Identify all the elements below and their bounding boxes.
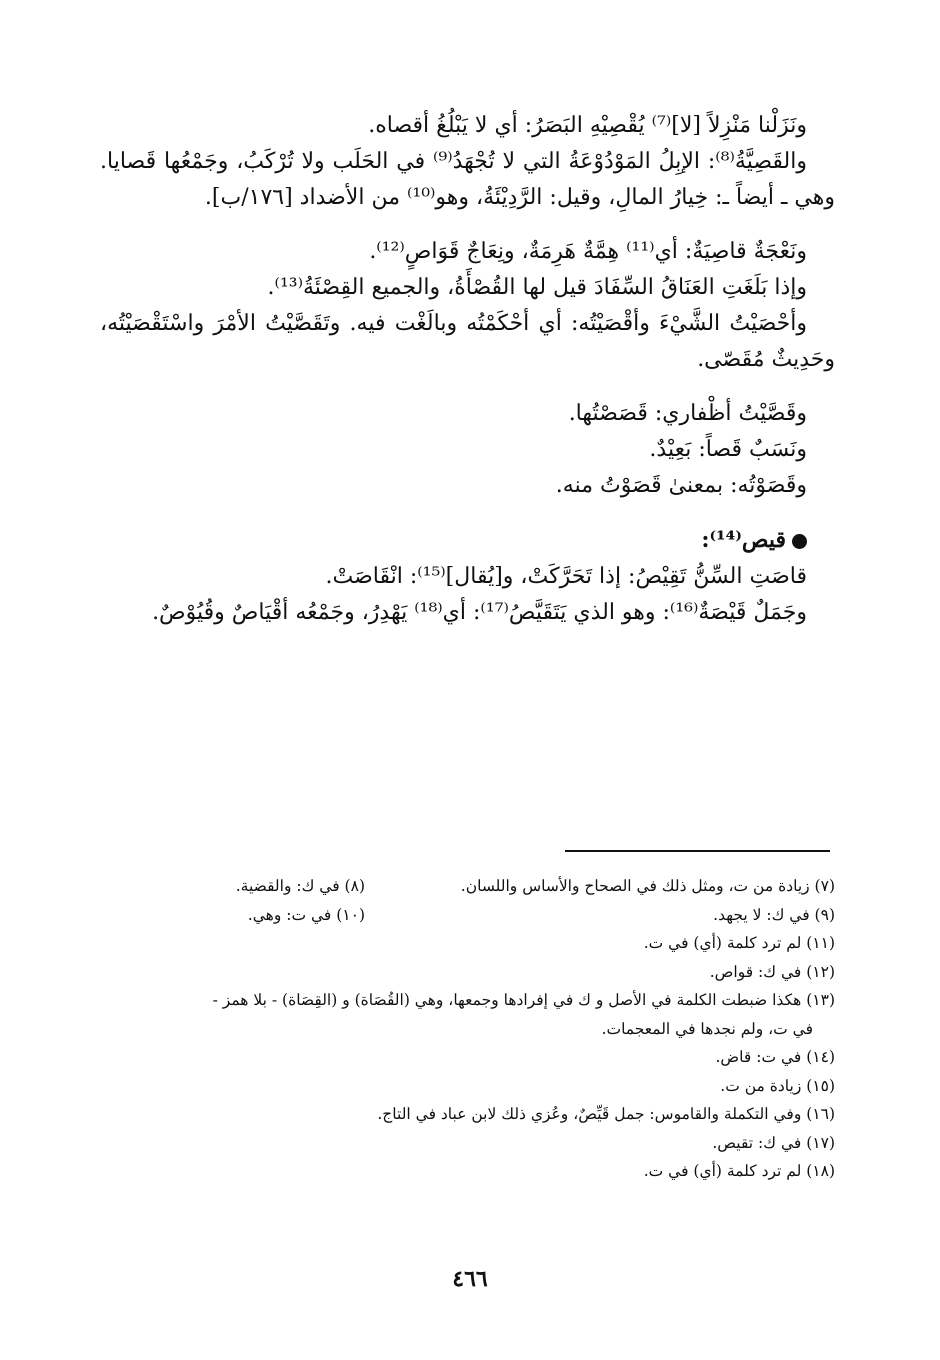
section-heading xyxy=(100,522,835,559)
entry-line: وجَمَلٌ قَيْصَةٌ⁽¹⁶⁾: وهو الذي يَتَقَيَّصُ⁽¹⁷⁾: أي⁽¹⁸⁾ يَهْدِرُ، وجَمْعُه أقْيَاصٌ وقُيُوْصٌ. xyxy=(152,600,807,625)
footnotes xyxy=(90,872,835,1186)
footnote-row xyxy=(90,901,835,930)
footnote: (١٧) في ك: تقيص. xyxy=(712,1133,835,1152)
entry-line: وقَصَوْتُه: بمعنىٰ قَصَوْتُ منه. xyxy=(555,473,807,498)
entry-line: قاصَتِ السِّنُّ تَقِيْصُ: إذا تَحَرَّكَتْ، و[يُقال]⁽¹⁵⁾: انْقَاصَتْ. xyxy=(325,564,807,589)
footnote: (٨) في ك: والقضية. xyxy=(235,877,365,895)
footnote-continuation: في ت، ولم نجدها في المعجمات. xyxy=(601,1019,813,1038)
main-text xyxy=(100,108,835,631)
entry-line: وإذا بَلَغَتِ العَنَاقُ السِّفَادَ قيل لها القُصْأَةُ، والجميع القِصْئَةُ⁽¹³⁾. xyxy=(267,275,807,300)
footnote: (١٢) في ك: قواص. xyxy=(709,962,835,981)
entry-line: وأحْصَيْتُ الشَّيْءَ وأقْصَيْتُه: أي أحْكَمْتُه وبالَغْت فيه. وتَقَصَّيْتُ الأمْرَ واسْتَقْصَيْتُه، وحَدِيثٌ مُقَصّى. xyxy=(100,311,835,372)
entry-line: ونَسَبٌ قَصاً: بَعِيْدٌ. xyxy=(649,437,807,462)
footnote: (١٠) في ت: وهي. xyxy=(247,905,365,924)
entry-line: وقَصَّيْتُ أظْفاري: قَصَصْتُها. xyxy=(568,401,807,426)
entry-line: ونَعْجَةٌ قاصِيَةٌ: أي⁽¹¹⁾ هِمَّةٌ هَرِمَةٌ، ونِعَاجٌ قَوَاصٍ⁽¹²⁾. xyxy=(369,239,807,264)
footnote: (٧) زيادة من ت، ومثل ذلك في الصحاح والأساس واللسان. xyxy=(460,877,835,895)
footnote: (١٥) زيادة من ت. xyxy=(720,1076,835,1095)
footnote: (٩) في ك: لا يجهد. xyxy=(713,905,835,924)
entry-line: والقَصِيَّةُ⁽⁸⁾: الإبِلُ المَوْدُوْعَةُ التي لا تُجْهَدُ⁽⁹⁾ في الحَلَب ولا تُرْكَبُ، وجَمْعُها قَصايا. وهي ـ أيضاً ـ: خِيارُ المالِ، وقيل: الرَّدِيْئَةُ، وهو⁽¹⁰⁾ من الأضداد [١٧٦/ب]. xyxy=(100,149,835,210)
footnote: (١١) لم ترد كلمة (أي) في ت. xyxy=(643,934,835,952)
page-number: ٤٦٦ xyxy=(452,1266,488,1292)
footnote: (١٤) في ت: قاض. xyxy=(715,1048,835,1066)
footnote: (١٨) لم ترد كلمة (أي) في ت. xyxy=(643,1162,835,1180)
footnote: (١٣) هكذا ضبطت الكلمة في الأصل و ك في إفرادها وجمعها، وهي (القُصَاة) و (القِصَاة) - بلا همز - xyxy=(212,991,835,1009)
headword: قيص⁽¹⁴⁾: xyxy=(701,527,786,553)
bullet-icon xyxy=(792,534,807,549)
footnote-row xyxy=(90,872,835,901)
footnote: (١٦) وفي التكملة والقاموس: جمل قَيِّصٌ، وعُزي ذلك لابن عباد في التاج. xyxy=(377,1105,835,1123)
entry-line: ونَزَلْنا مَنْزِلاً [لا]⁽⁷⁾ يُقْصِيْهِ البَصَرُ: أي لا يَبْلُغُ أقصاه. xyxy=(368,113,807,138)
footnote-divider xyxy=(565,850,830,852)
